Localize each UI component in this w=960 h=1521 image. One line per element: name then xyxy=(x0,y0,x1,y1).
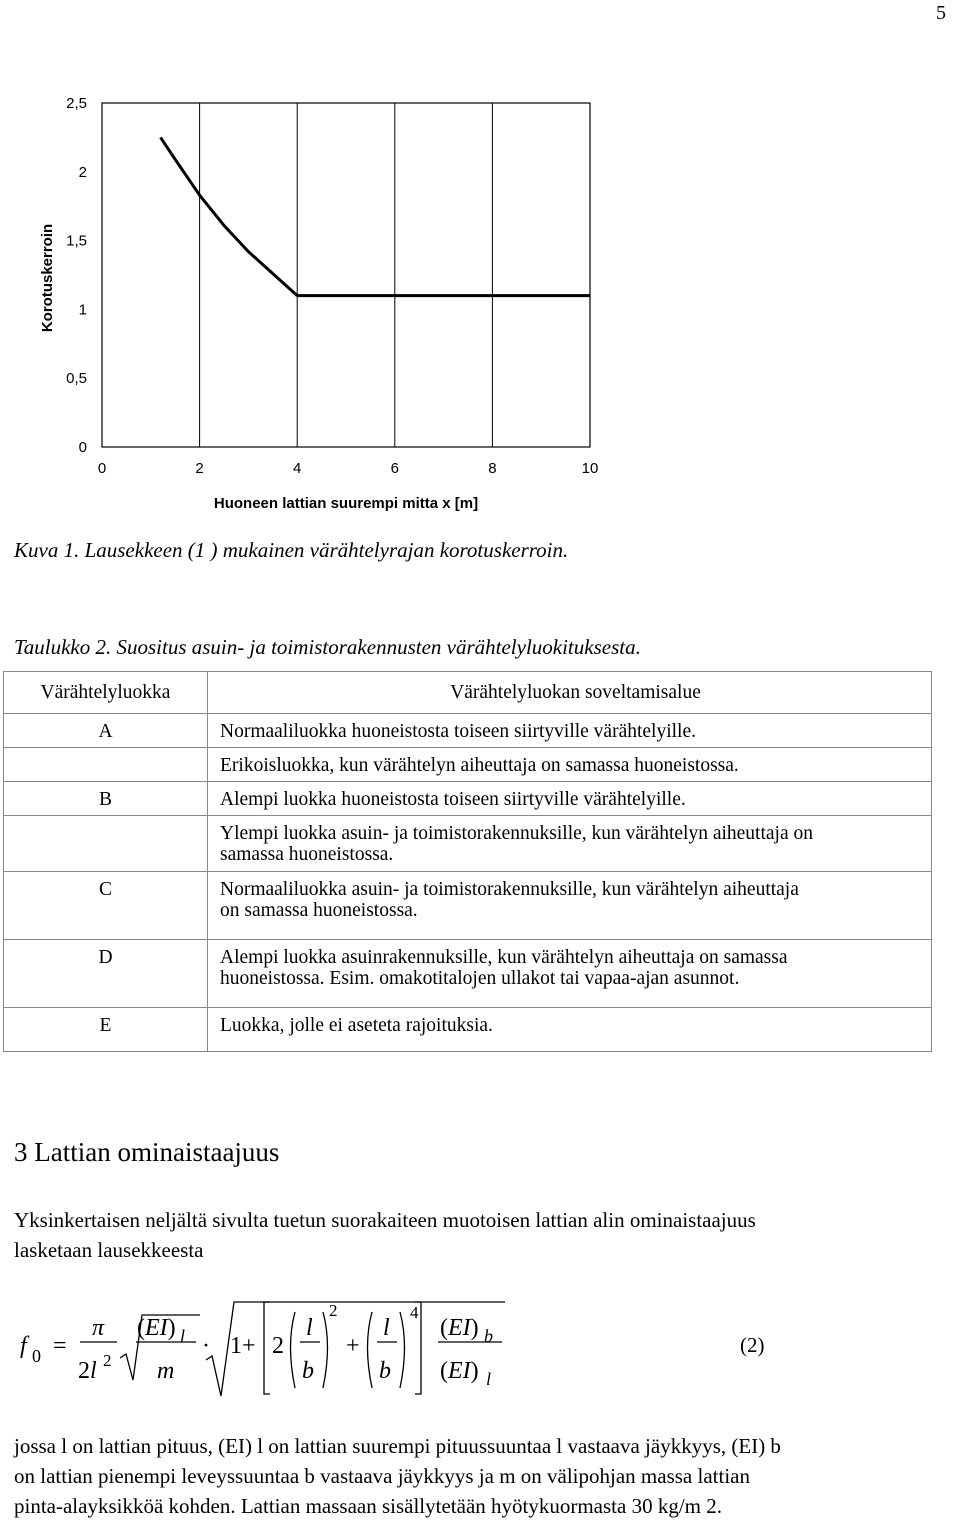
x-axis-label: Huoneen lattian suurempi mitta x [m] xyxy=(213,495,479,512)
svg-text:0: 0 xyxy=(32,1346,41,1366)
cell-line: Alempi luokka asuinrakennuksille, kun värähtelyn aiheuttaja on samassa xyxy=(220,947,788,968)
plot-area-border xyxy=(102,103,590,447)
x-tick-label: 2 xyxy=(195,460,204,477)
svg-text:l: l xyxy=(306,1315,313,1341)
application-cell xyxy=(208,714,932,748)
eigenfrequency-formula xyxy=(0,1290,960,1400)
table-row xyxy=(4,940,932,1008)
figure-caption: Kuva 1. Lausekkeen (1 ) mukainen värähtelyrajan korotuskerroin. xyxy=(14,538,569,562)
equation-number: (2) xyxy=(740,1333,765,1357)
svg-text:=: = xyxy=(53,1333,67,1359)
x-tick-label: 4 xyxy=(293,460,302,477)
table-row xyxy=(4,748,932,782)
svg-text:f: f xyxy=(20,1333,27,1359)
svg-text:2: 2 xyxy=(329,1301,338,1320)
class-cell xyxy=(4,816,208,872)
svg-text:(EI): (EI) xyxy=(440,1315,479,1341)
svg-text:b: b xyxy=(484,1326,493,1346)
application-cell xyxy=(208,872,932,940)
application-cell xyxy=(208,940,932,1008)
svg-text:b: b xyxy=(302,1358,314,1384)
class-cell xyxy=(4,748,208,782)
class-cell: E xyxy=(4,1008,208,1052)
y-tick-label: 0 xyxy=(78,439,87,456)
y-tick-label: 1 xyxy=(78,301,87,319)
y-tick-labels xyxy=(66,95,87,456)
table-row xyxy=(4,714,932,748)
class-cell: C xyxy=(4,872,208,940)
svg-text:2: 2 xyxy=(272,1333,284,1359)
intro-line: lasketaan lausekkeesta xyxy=(14,1238,204,1262)
y-tick-label: 2 xyxy=(78,163,87,181)
definition-line: pinta-alayksikköä kohden. Lattian massaan sisällytetään hyötykuormasta 30 kg/m 2. xyxy=(14,1494,723,1518)
y-tick-label: 1,5 xyxy=(66,232,87,250)
table-row xyxy=(4,816,932,872)
y-tick-label: 2,5 xyxy=(66,95,87,112)
cell-line: Alempi luokka huoneistosta toiseen siirtyville värähtelyille. xyxy=(220,789,686,810)
svg-text:b: b xyxy=(379,1358,391,1384)
chart-series xyxy=(161,137,590,295)
svg-text:+: + xyxy=(346,1333,360,1359)
svg-text:π: π xyxy=(92,1315,105,1341)
svg-text:l: l xyxy=(383,1315,390,1341)
class-cell: D xyxy=(4,940,208,1008)
cell-line: Erikoisluokka, kun värähtelyn aiheuttaja on samassa huoneistossa. xyxy=(220,755,739,776)
definition-line: jossa l on lattian pituus, (EI) l on lattian suurempi pituussuuntaa l vastaava jäykkyys, (EI) b xyxy=(14,1434,781,1458)
x-tick-labels xyxy=(98,460,599,477)
svg-text:1+: 1+ xyxy=(230,1333,256,1359)
table-caption: Taulukko 2. Suositus asuin- ja toimistorakennusten värähtelyluokituksesta. xyxy=(14,635,641,659)
cell-line: Ylempi luokka asuin- ja toimistorakennuksille, kun värähtelyn aiheuttaja on xyxy=(220,823,813,844)
series-line xyxy=(161,137,590,295)
svg-text:·: · xyxy=(202,1333,210,1359)
table-row xyxy=(4,1008,932,1052)
intro-paragraph xyxy=(14,1205,944,1265)
application-cell xyxy=(208,1008,932,1052)
intro-line: Yksinkertaisen neljältä sivulta tuetun suorakaiteen muotoisen lattian alin ominaistaajuus xyxy=(14,1208,756,1232)
cell-line: on samassa huoneistossa. xyxy=(220,900,418,921)
y-tick-label: 0,5 xyxy=(66,370,87,388)
x-tick-label: 8 xyxy=(488,460,497,477)
section-heading: 3 Lattian ominaistaajuus xyxy=(14,1137,280,1167)
cell-line: huoneistossa. Esim. omakotitalojen ullakot tai vapaa-ajan asunnot. xyxy=(220,968,740,989)
svg-text:(EI): (EI) xyxy=(137,1315,176,1341)
svg-text:2: 2 xyxy=(103,1351,112,1370)
svg-text:l: l xyxy=(180,1326,186,1346)
application-cell xyxy=(208,816,932,872)
x-tick-label: 0 xyxy=(97,460,107,477)
class-cell: B xyxy=(4,782,208,816)
chart-frame xyxy=(102,103,590,447)
chart-korotuskerroin xyxy=(0,85,960,525)
table-header-row xyxy=(4,672,932,714)
x-tick-label: 10 xyxy=(581,460,599,477)
y-axis-label: Korotuskerroin xyxy=(39,223,56,333)
cell-line: Normaaliluokka huoneistosta toiseen siirtyville värähtelyille. xyxy=(220,721,697,742)
vibration-class-table xyxy=(3,671,932,1052)
application-cell xyxy=(208,748,932,782)
cell-line: Luokka, jolle ei aseteta rajoituksia. xyxy=(220,1015,493,1036)
class-cell: A xyxy=(4,714,208,748)
page-number: 5 xyxy=(936,2,946,24)
header-application: Värähtelyluokan soveltamisalue xyxy=(208,672,932,714)
cell-line: samassa huoneistossa. xyxy=(220,844,394,865)
header-class: Värähtelyluokka xyxy=(4,672,208,714)
x-tick-label: 6 xyxy=(390,460,399,477)
definition-paragraph xyxy=(14,1431,944,1521)
svg-text:l: l xyxy=(486,1369,492,1389)
chart-grid xyxy=(200,103,493,447)
application-cell xyxy=(208,782,932,816)
svg-text:(EI): (EI) xyxy=(440,1358,479,1384)
svg-text:2l: 2l xyxy=(78,1358,97,1384)
svg-text:4: 4 xyxy=(410,1303,419,1322)
svg-text:m: m xyxy=(157,1358,175,1384)
cell-line: Normaaliluokka asuin- ja toimistorakennuksille, kun värähtelyn aiheuttaja xyxy=(220,879,799,900)
definition-line: on lattian pienempi leveyssuuntaa b vastaava jäykkyys ja m on välipohjan massa lattian xyxy=(14,1464,750,1488)
table-row xyxy=(4,782,932,816)
table-row xyxy=(4,872,932,940)
